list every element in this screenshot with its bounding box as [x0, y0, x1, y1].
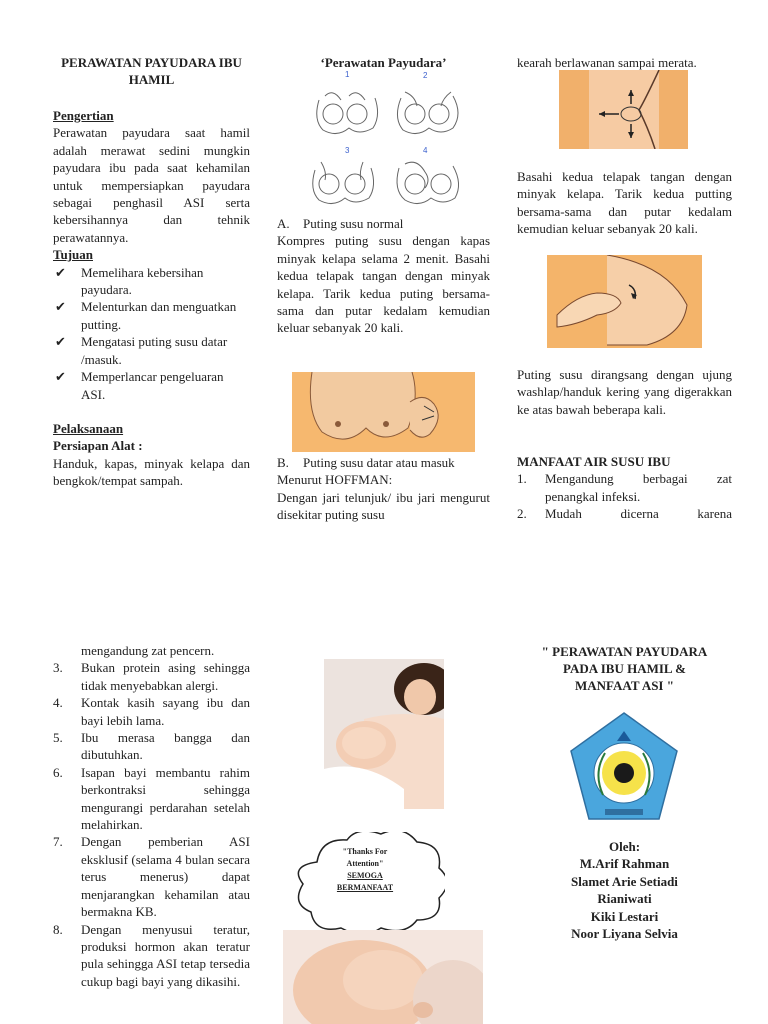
column4-benefits — [53, 642, 250, 990]
cover-title: " PERAWATAN PAYUDARA PADA IBU HAMIL & MANFAAT ASI " — [541, 644, 708, 693]
fig-number: 2 — [423, 71, 428, 80]
list-item: 7. Dengan pemberian ASI eksklusif (selama 4 bulan secara terus menerus) dapat menjarangkan kehamilan atau bermakna KB. — [53, 834, 250, 920]
hoffman-technique-image — [292, 372, 475, 452]
column2-title: ‘Perawatan Payudara’ — [320, 55, 447, 70]
nipple-stimulation-image — [547, 255, 702, 348]
brochure-title: PERAWATAN PAYUDARA IBU HAMIL — [61, 55, 242, 87]
author-name: Kiki Lestari — [590, 908, 659, 924]
item-a-text: Kompres puting susu dengan kapas minyak kelapa selama 2 menit. Basahi kedua telapak tangan dengan minyak kelapa. Tarik kedua puting bersama-sama dan putar kedalam kemudian keluar sebanyak 20 kali. — [277, 233, 490, 336]
list-item: 8. Dengan menyusui teratur, produksi hormon akan teratur pula sehingga ASI tetap tersedia cukup bagi bayi yang dikasihi. — [53, 921, 250, 989]
list-item: 5. Ibu merasa bangga dan dibutuhkan. — [53, 730, 250, 763]
pengertian-text: Perawatan payudara saat hamil adalah merawat sedini mungkin payudara ibu pada saat kehamilan untuk mempersiapkan payudara sebagai penghasil ASI serta kebersihannya dan tehnik perawatannya. — [53, 125, 250, 245]
persiapan-text: Handuk, kapas, minyak kelapa dan bengkok/tempat sampah. — [53, 455, 250, 489]
authors-block — [517, 838, 732, 942]
column-intro — [53, 54, 250, 490]
checkmark-icon: ✔ — [55, 369, 66, 385]
tujuan-item: ✔ Mengatasi puting susu datar /masuk. — [55, 334, 228, 367]
manfaat-list — [517, 470, 732, 522]
tujuan-item: ✔ Memelihara kebersihan payudara. — [55, 264, 204, 298]
tujuan-item: ✔ Memperlancar pengeluaran ASI. — [55, 369, 224, 402]
checkmark-icon: ✔ — [55, 334, 66, 350]
list-item: 2. Mudah dicerna karena — [517, 506, 732, 522]
column3-top-text: kearah berlawanan sampai merata. — [517, 55, 697, 70]
checkmark-icon: ✔ — [55, 299, 66, 315]
benefits-list — [53, 659, 250, 990]
column2-text-a — [277, 215, 490, 337]
oleh-label: Oleh: — [608, 839, 641, 854]
fig-number: 3 — [345, 146, 350, 155]
author-name: Noor Liyana Selvia — [571, 926, 678, 942]
tujuan-heading: Tujuan — [53, 247, 93, 263]
pelaksanaan-heading: Pelaksanaan — [53, 420, 124, 436]
university-logo — [567, 711, 681, 823]
fig-number: 1 — [345, 70, 350, 79]
breastfeeding-photo — [324, 659, 444, 809]
tujuan-item: ✔ Melenturkan dan menguatkan putting. — [55, 299, 237, 332]
fig-number: 4 — [423, 146, 428, 155]
item-b-heading: B. Puting susu datar atau masuk — [277, 455, 455, 470]
breast-care-illustration — [305, 70, 467, 212]
manfaat-heading: MANFAAT AIR SUSU IBU — [517, 454, 671, 469]
massage-illustration — [559, 70, 688, 149]
cloud-text: "Thanks For Attention" SEMOGA BERMANFAAT — [336, 847, 394, 892]
item-a-heading: A. Puting susu normal — [277, 216, 404, 231]
author-name: M.Arif Rahman — [579, 856, 670, 872]
list-item: 1. Mengandung berbagai zat penangkal infeksi. — [517, 471, 732, 504]
list-item: 4. Kontak kasih sayang ibu dan bayi lebih lama. — [53, 695, 250, 728]
column3-manfaat — [517, 453, 732, 523]
column3-para2: Puting susu dirangsang dengan ujung washlap/handuk kering yang digerakkan ke atas bawah beberapa kali. — [517, 367, 732, 417]
tujuan-list — [53, 264, 250, 403]
item-b-subtitle: Menurut HOFFMAN: — [277, 472, 393, 488]
continued-text: mengandung zat pencern. — [81, 643, 215, 658]
persiapan-heading: Persiapan Alat : — [53, 438, 143, 454]
column3-para1: Basahi kedua telapak tangan dengan minyak kelapa. Tarik kedua putting bersama-sama dan putar kedalam kemudian keluar sebanyak 20 kali. — [517, 169, 732, 237]
author-name: Rianiwati — [597, 891, 652, 907]
author-name: Slamet Arie Setiadi — [571, 873, 678, 889]
list-item: 3. Bukan protein asing sehingga tidak menyebabkan alergi. — [53, 660, 250, 693]
checkmark-icon: ✔ — [55, 264, 66, 280]
pengertian-heading: Pengertian — [53, 108, 114, 123]
column2-text-b — [277, 454, 490, 524]
item-b-text: Dengan jari telunjuk/ ibu jari mengurut disekitar puting susu — [277, 489, 490, 523]
list-item: 6. Isapan bayi membantu rahim berkontraksi sehingga mengurangi perdarahan setelah melahirkan. — [53, 764, 250, 833]
baby-photo — [283, 930, 483, 1024]
